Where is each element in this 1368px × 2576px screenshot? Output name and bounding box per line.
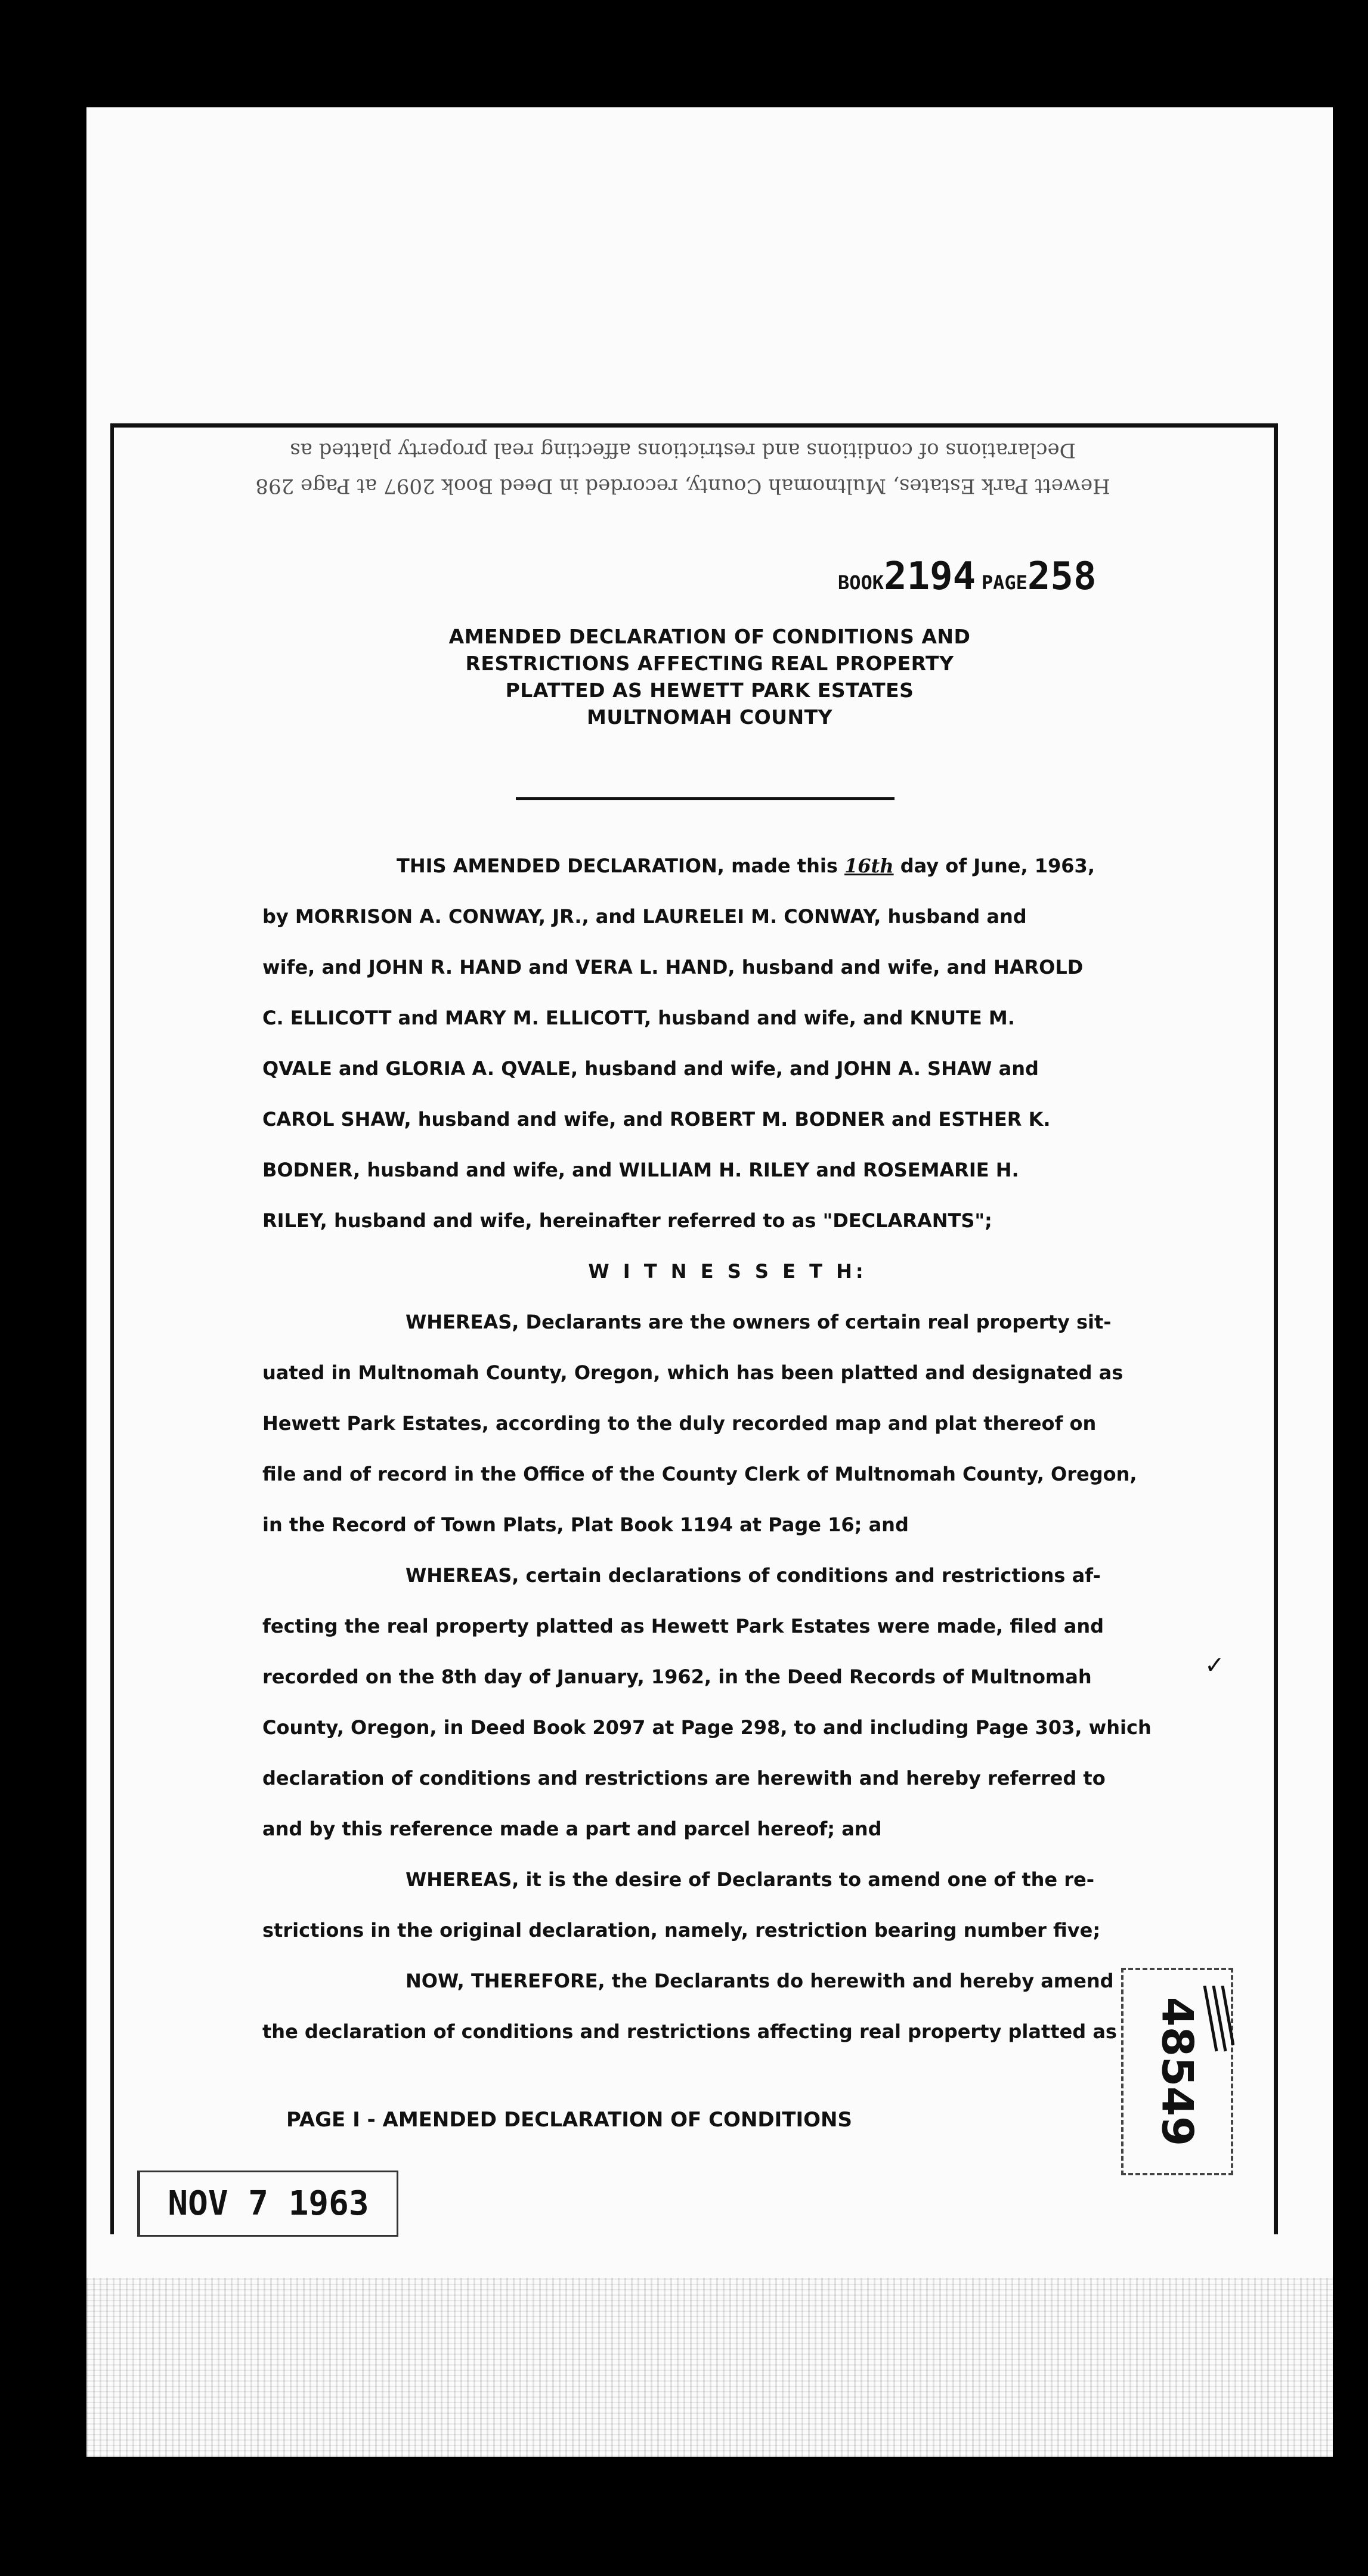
- scan-noise: [86, 2278, 1333, 2457]
- body-line: Hewett Park Estates, according to the duly recorded map and plat thereof on: [262, 1412, 1097, 1435]
- check-mark-icon: ✓: [1205, 1652, 1225, 1679]
- document-body: [262, 841, 1193, 2057]
- body-line: RILEY, husband and wife, hereinafter referred to as "DECLARANTS";: [262, 1209, 992, 1232]
- book-number: 2194: [884, 555, 976, 599]
- body-line: strictions in the original declaration, namely, restriction bearing number five;: [262, 1919, 1101, 1942]
- date-stamp: NOV 7 1963: [137, 2171, 398, 2237]
- document-title: [382, 623, 1038, 730]
- body-line: CAROL SHAW, husband and wife, and ROBERT M. BODNER and ESTHER K.: [262, 1108, 1051, 1131]
- body-line: wife, and JOHN R. HAND and VERA L. HAND, husband and wife, and HAROLD: [262, 956, 1084, 979]
- handwritten-day: 16th: [844, 854, 894, 877]
- body-fragment: day of June, 1963,: [893, 854, 1095, 877]
- body-line: WHEREAS, certain declarations of conditions and restrictions af-: [406, 1564, 1101, 1587]
- tally-marks-icon: [1199, 1986, 1234, 2057]
- body-line: [262, 841, 1193, 891]
- body-line: fecting the real property platted as Hewett Park Estates were made, filed and: [262, 1615, 1104, 1637]
- page-number: 258: [1027, 555, 1097, 599]
- body-line: by MORRISON A. CONWAY, JR., and LAURELEI M. CONWAY, husband and: [262, 905, 1027, 928]
- page-label: PAGE: [981, 571, 1027, 594]
- document-number: 48549: [1152, 1996, 1202, 2147]
- body-line: declaration of conditions and restrictions are herewith and hereby referred to: [262, 1767, 1106, 1789]
- body-line: file and of record in the Office of the County Clerk of Multnomah County, Oregon,: [262, 1463, 1137, 1485]
- title-line: RESTRICTIONS AFFECTING REAL PROPERTY: [465, 652, 954, 675]
- body-line: WHEREAS, it is the desire of Declarants to amend one of the re-: [406, 1868, 1094, 1891]
- title-line: PLATTED AS HEWETT PARK ESTATES: [505, 679, 914, 702]
- body-line: recorded on the 8th day of January, 1962, in the Deed Records of Multnomah: [262, 1665, 1092, 1688]
- body-line: County, Oregon, in Deed Book 2097 at Page 298, to and including Page 303, which: [262, 1716, 1152, 1739]
- body-line: QVALE and GLORIA A. QVALE, husband and wife, and JOHN A. SHAW and: [262, 1057, 1039, 1080]
- body-line: NOW, THEREFORE, the Declarants do herewith and hereby amend: [406, 1970, 1114, 1992]
- title-rule: [516, 797, 895, 800]
- body-line: uated in Multnomah County, Oregon, which has been platted and designated as: [262, 1361, 1124, 1384]
- witnesseth-heading: W I T N E S S E T H:: [588, 1260, 867, 1283]
- bleed-line: Hewett Park Estates, Multnomah County, recorded in Deed Book 2097 at Page 298: [255, 474, 1110, 498]
- body-line: in the Record of Town Plats, Plat Book 1194 at Page 16; and: [262, 1513, 909, 1536]
- recording-stamp: [838, 555, 1096, 599]
- body-line: C. ELLICOTT and MARY M. ELLICOTT, husband and wife, and KNUTE M.: [262, 1007, 1015, 1029]
- bleed-line: Declarations of conditions and restrictions affecting real property platted as: [290, 438, 1076, 462]
- title-line: AMENDED DECLARATION OF CONDITIONS AND: [448, 625, 971, 648]
- body-line: the declaration of conditions and restrictions affecting real property platted as: [262, 2020, 1117, 2043]
- body-fragment: THIS AMENDED DECLARATION, made this: [397, 854, 844, 877]
- body-line: and by this reference made a part and parcel hereof; and: [262, 1818, 882, 1840]
- title-line: MULTNOMAH COUNTY: [587, 705, 832, 729]
- book-label: BOOK: [838, 571, 884, 594]
- bleed-through-text: [250, 432, 1115, 504]
- body-line: BODNER, husband and wife, and WILLIAM H. RILEY and ROSEMARIE H.: [262, 1159, 1019, 1181]
- body-line: WHEREAS, Declarants are the owners of certain real property sit-: [406, 1311, 1112, 1333]
- page-footer: PAGE I - AMENDED DECLARATION OF CONDITIONS: [286, 2108, 852, 2132]
